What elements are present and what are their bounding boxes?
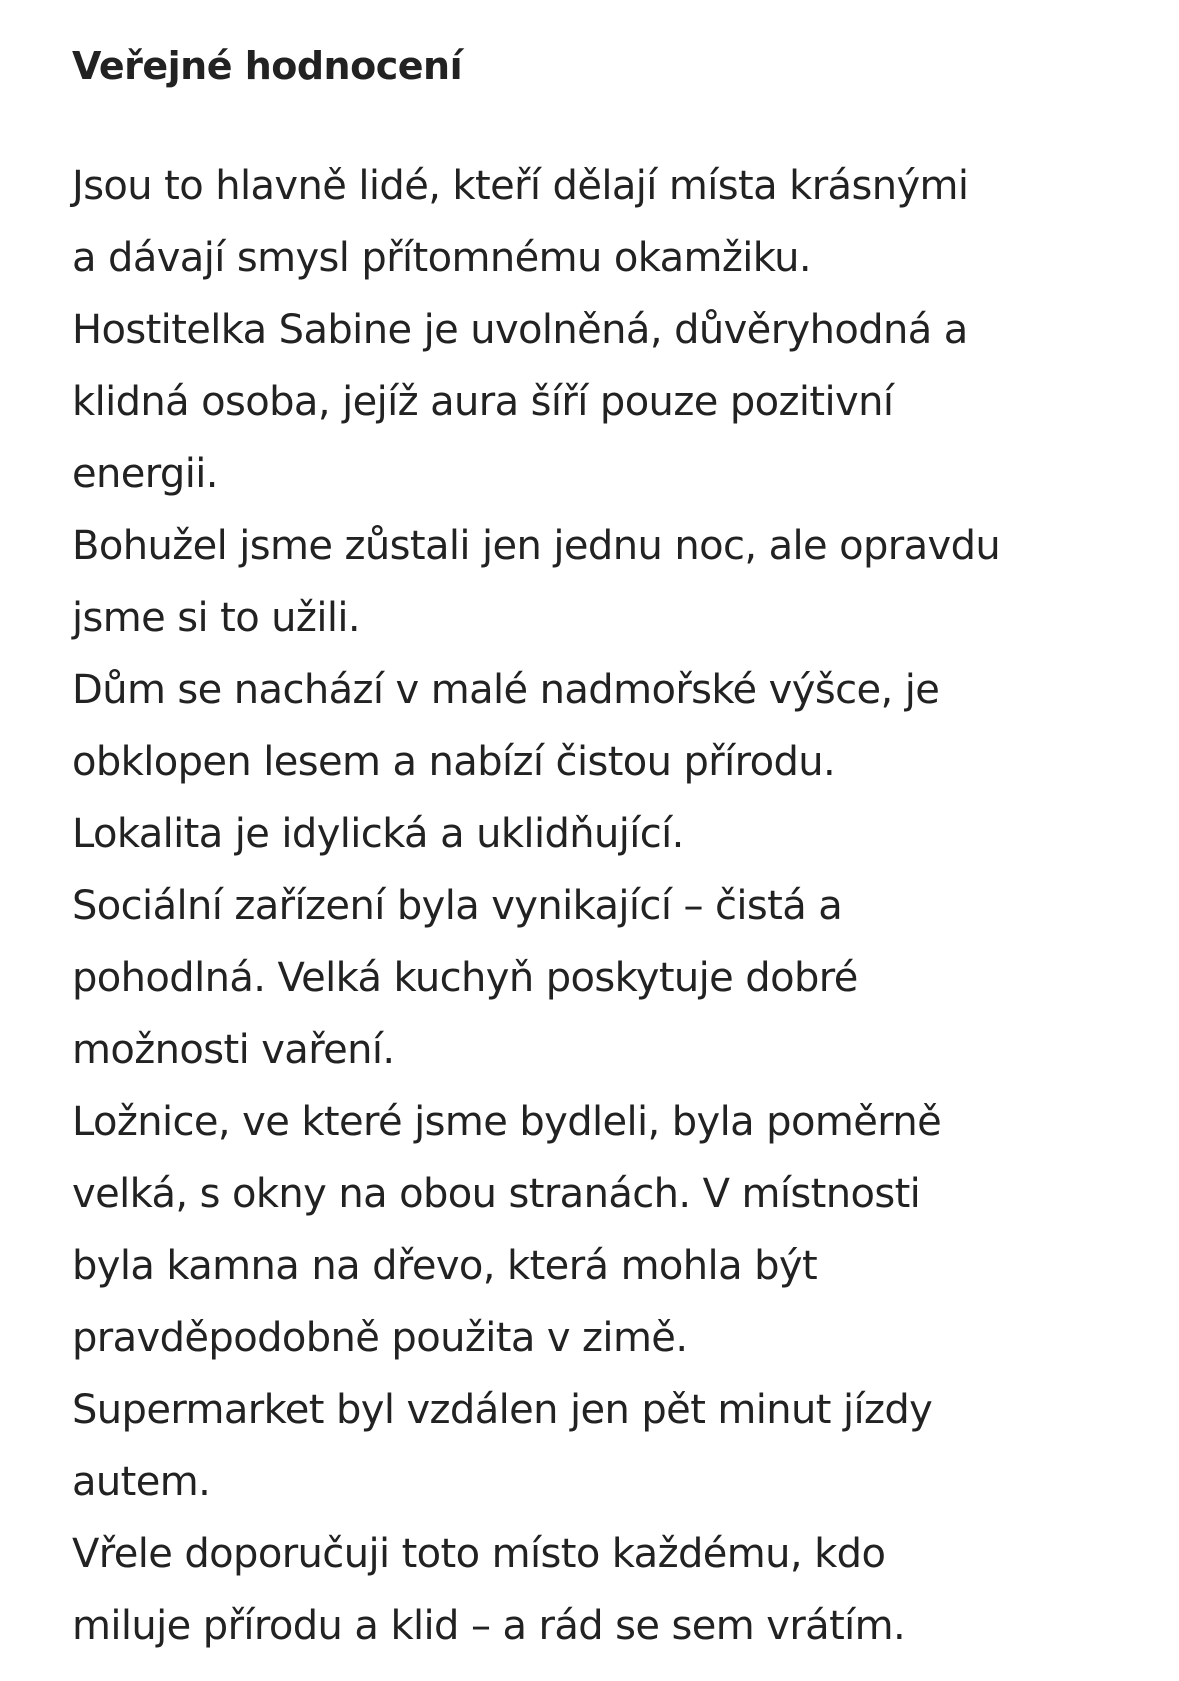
review-line: pohodlná. Velká kuchyň poskytuje dobré xyxy=(72,955,858,1001)
review-line: a dávají smysl přítomnému okamžiku. xyxy=(72,235,811,281)
review-text xyxy=(72,150,1112,1662)
review-line: energii. xyxy=(72,451,218,497)
review-section xyxy=(72,38,1112,1662)
review-line: jsme si to užili. xyxy=(72,595,360,641)
review-line: Sociální zařízení byla vynikající – čistá a xyxy=(72,883,843,929)
review-line: Vřele doporučuji toto místo každému, kdo xyxy=(72,1531,886,1577)
review-line: možnosti vaření. xyxy=(72,1027,395,1073)
review-line: byla kamna na dřevo, která mohla být xyxy=(72,1243,818,1289)
review-line: Hostitelka Sabine je uvolněná, důvěryhodná a xyxy=(72,307,968,353)
review-line: Ložnice, ve které jsme bydleli, byla poměrně xyxy=(72,1099,942,1145)
review-line: klidná osoba, jejíž aura šíří pouze pozitivní xyxy=(72,379,894,425)
review-line: Bohužel jsme zůstali jen jednu noc, ale opravdu xyxy=(72,523,1001,569)
review-line: Jsou to hlavně lidé, kteří dělají místa krásnými xyxy=(72,163,969,209)
review-line: Supermarket byl vzdálen jen pět minut jízdy xyxy=(72,1387,933,1433)
review-line: velká, s okny na obou stranách. V místnosti xyxy=(72,1171,921,1217)
review-heading: Veřejné hodnocení xyxy=(72,44,463,88)
review-line: Lokalita je idylická a uklidňující. xyxy=(72,811,684,857)
review-line: pravděpodobně použita v zimě. xyxy=(72,1315,688,1361)
review-line: autem. xyxy=(72,1459,211,1505)
review-line: miluje přírodu a klid – a rád se sem vrátím. xyxy=(72,1603,906,1649)
review-line: obklopen lesem a nabízí čistou přírodu. xyxy=(72,739,836,785)
review-line: Dům se nachází v malé nadmořské výšce, je xyxy=(72,667,940,713)
